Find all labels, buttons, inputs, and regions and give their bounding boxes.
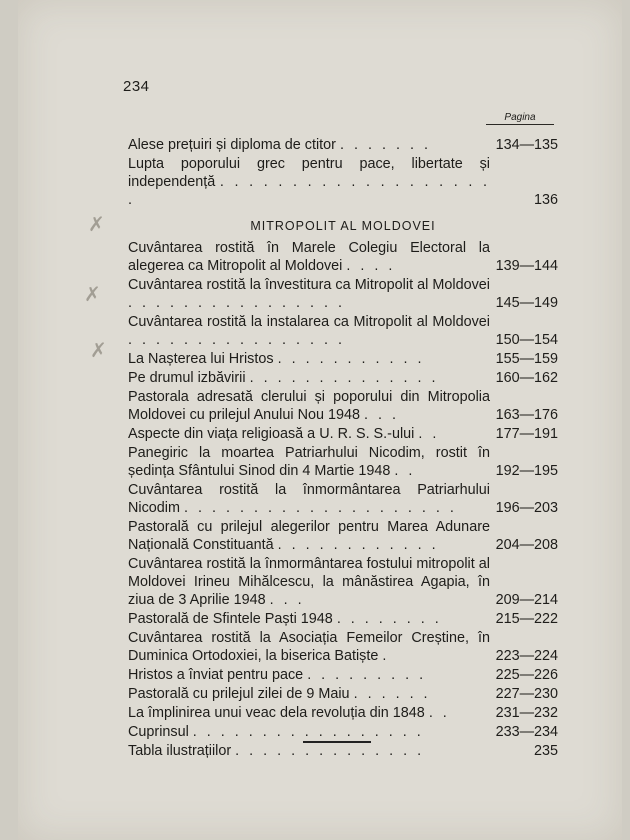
- toc-entry-pages: 177—191: [495, 426, 558, 442]
- toc-entry: [128, 666, 558, 684]
- toc-entry-leader-dots: . . .: [364, 407, 399, 423]
- toc-group-2: [128, 239, 558, 760]
- toc-entry-pages: 134—135: [495, 137, 558, 153]
- toc-entry-leader-dots: .: [382, 648, 390, 664]
- toc-entry-pages: 235: [533, 743, 558, 759]
- toc-entry-leader-dots: . . . . . . . . . . . . . . . .: [128, 332, 345, 348]
- toc-entry-pages: 160—162: [495, 370, 558, 386]
- pencil-mark-icon: ✗: [88, 212, 105, 236]
- toc-entry-pages: 136: [533, 192, 558, 208]
- table-of-contents: [128, 135, 558, 760]
- toc-entry-pages: 209—214: [495, 592, 558, 608]
- toc-entry-leader-dots: . . . .: [346, 258, 396, 274]
- toc-entry: [128, 444, 558, 480]
- toc-entry-pages: 223—224: [495, 648, 558, 664]
- toc-entry: [128, 518, 558, 554]
- toc-entry-leader-dots: . . . . . . . . . . . .: [277, 537, 439, 553]
- toc-entry-pages: 227—230: [495, 686, 558, 702]
- toc-entry-pages: 192—195: [495, 463, 558, 479]
- page-column-header: Pagina: [486, 112, 554, 125]
- toc-entry-leader-dots: . .: [394, 463, 416, 479]
- toc-entry: [128, 610, 558, 628]
- toc-entry-title-text: Tabla ilustrațiilor: [128, 743, 232, 759]
- toc-entry-title-text: Cuvântarea rostită la înmormântarea fostului mitropolit al Moldovei Irineu Mihălcescu, la mânăstirea Agapia, în ziua de 3 Aprilie 1948: [128, 556, 490, 608]
- toc-entry-leader-dots: . . . . . . . . . . . . . .: [249, 370, 439, 386]
- toc-entry: [128, 481, 558, 517]
- toc-entry: [128, 704, 558, 722]
- end-rule: [303, 741, 371, 743]
- toc-entry-title-text: La Nașterea lui Hristos: [128, 351, 274, 367]
- toc-entry-leader-dots: . . . . . . . . . . . . . .: [235, 743, 425, 759]
- toc-entry-title-text: Pastorală de Sfintele Paști 1948: [128, 611, 333, 627]
- toc-entry-leader-dots: . . . . . . . . . . . . . . . . .: [192, 724, 424, 740]
- toc-entry: [128, 629, 558, 665]
- toc-entry-leader-dots: . . . . . . . . .: [307, 667, 427, 683]
- toc-entry: [128, 239, 558, 275]
- toc-entry-pages: 139—144: [495, 258, 558, 274]
- toc-entry: [128, 723, 558, 741]
- toc-entry-pages: 231—232: [495, 705, 558, 721]
- toc-entry: [128, 369, 558, 387]
- toc-entry-leader-dots: . .: [418, 426, 440, 442]
- toc-entry: [128, 313, 558, 349]
- toc-entry-title-text: Pastorală cu prilejul zilei de 9 Maiu: [128, 686, 350, 702]
- book-page: [18, 0, 622, 840]
- toc-entry: [128, 155, 558, 209]
- toc-group-1: [128, 136, 558, 209]
- toc-entry: [128, 425, 558, 443]
- toc-entry-leader-dots: . . . . . . . . . . . . . . . .: [128, 295, 345, 311]
- toc-entry-pages: 145—149: [495, 295, 558, 311]
- toc-entry-leader-dots: . . . . . . .: [339, 137, 431, 153]
- toc-entry-pages: 163—176: [495, 407, 558, 423]
- page-number: 234: [123, 78, 150, 95]
- toc-entry: [128, 685, 558, 703]
- toc-entry-leader-dots: . . .: [269, 592, 305, 608]
- toc-entry-title-text: Hristos a înviat pentru pace: [128, 667, 304, 683]
- toc-entry-pages: 215—222: [495, 611, 558, 627]
- toc-entry-title-text: Pastorala adresată clerului și poporului din Mitropolia Moldovei cu prilejul Anului Nou 1948: [128, 389, 490, 423]
- pencil-mark-icon: ✗: [84, 282, 101, 306]
- toc-entry-title-text: Lupta poporului grec pentru pace, libertate și independență: [128, 156, 490, 190]
- section-title: MITROPOLIT AL MOLDOVEI: [250, 219, 436, 233]
- toc-entry-title-text: Panegiric la moartea Patriarhului Nicodim, rostit în ședința Sfântului Sinod din 4 Martie 1948: [128, 445, 490, 479]
- toc-entry-pages: 196—203: [495, 500, 558, 516]
- toc-entry-leader-dots: . . . . . . . . . . .: [277, 351, 425, 367]
- toc-entry-title-text: Cuvântarea rostită la înmormântarea Patriarhului Nicodim: [128, 482, 490, 516]
- toc-entry-leader-dots: . . . . . . . . . . . . . . . . . . . .: [183, 500, 457, 516]
- toc-entry-title-text: Cuvântarea rostită în Marele Colegiu Electoral la alegerea ca Mitropolit al Moldovei: [128, 240, 490, 274]
- toc-entry-pages: 155—159: [495, 351, 558, 367]
- toc-entry-title-text: Aspecte din viața religioasă a U. R. S. S.-ului: [128, 426, 415, 442]
- toc-entry: [128, 388, 558, 424]
- toc-entry-title-text: Cuprinsul: [128, 724, 189, 740]
- toc-entry-title-text: Cuvântarea rostită la învestitura ca Mitropolit al Moldovei: [128, 277, 490, 293]
- pencil-mark-icon: ✗: [90, 338, 107, 362]
- toc-entry-title-text: La împlinirea unui veac dela revoluția din 1848: [128, 705, 425, 721]
- toc-entry-leader-dots: . . . . . . . .: [336, 611, 442, 627]
- toc-entry-title-text: Pastorală cu prilejul alegerilor pentru Marea Adunare Națională Constituantă: [128, 519, 490, 553]
- toc-entry-title-text: Cuvântarea rostită la instalarea ca Mitropolit al Moldovei: [128, 314, 490, 330]
- toc-entry: [128, 136, 558, 154]
- toc-entry-leader-dots: . .: [428, 705, 450, 721]
- toc-entry: [128, 742, 558, 760]
- toc-entry-pages: 204—208: [495, 537, 558, 553]
- toc-entry-leader-dots: . . . . . . . . . . . . . . . . . . . .: [128, 174, 490, 208]
- toc-entry: [128, 350, 558, 368]
- toc-entry: [128, 555, 558, 609]
- toc-entry-leader-dots: . . . . . .: [353, 686, 431, 702]
- toc-entry-title-text: Cuvântarea rostită la Asociația Femeilor Creștine, în Duminica Ortodoxiei, la biserica Batiște: [128, 630, 490, 664]
- toc-entry-pages: 150—154: [495, 332, 558, 348]
- toc-entry-pages: 225—226: [495, 667, 558, 683]
- toc-entry-title-text: Alese prețuiri și diploma de ctitor: [128, 137, 336, 153]
- toc-entry-pages: 233—234: [495, 724, 558, 740]
- toc-entry-title-text: Pe drumul izbăvirii: [128, 370, 246, 386]
- toc-entry: [128, 276, 558, 312]
